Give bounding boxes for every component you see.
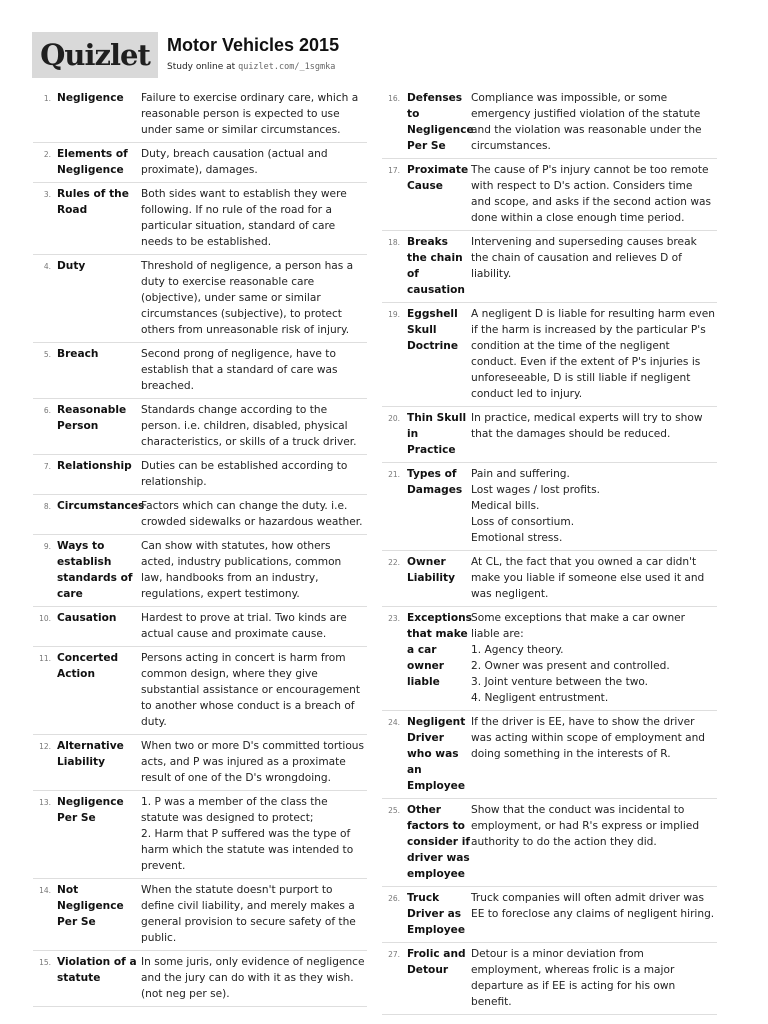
term-row (33, 143, 367, 183)
term-number: 8. (43, 502, 51, 511)
term-definition: Hardest to prove at trial. Two kinds are actual cause and proximate cause. (141, 612, 347, 640)
term-label: Proximate Cause (407, 164, 469, 192)
term-label: Negligence Per Se (57, 796, 124, 824)
term-label: Frolic and Detour (407, 948, 466, 976)
term-row (33, 535, 367, 607)
term-definition: Some exceptions that make a car owner liable are: 1. Agency theory. 2. Owner was present and controlled. 3. Joint venture between the two. 4. Negligent entrustment. (471, 612, 686, 704)
term-number: 12. (39, 742, 51, 751)
term-number: 4. (43, 262, 51, 271)
term-row (33, 647, 367, 735)
term-label: Defenses to Negligence Per Se (407, 92, 474, 152)
term-label: Circumstances (57, 500, 145, 512)
term-definition: 1. P was a member of the class the statute was designed to protect; 2. Harm that P suffered was the type of harm which the statute was intended to prevent. (141, 796, 354, 872)
term-label: Violation of a statute (57, 956, 137, 984)
term-row (382, 159, 717, 231)
term-definition: A negligent D is liable for resulting harm even if the harm is increased by the particular P's condition at the time of the negligent conduct. Even if the extent of P's injuries is unforeseeable, D is still liable if negligent conduct led to injury. (471, 308, 715, 400)
term-label: Causation (57, 612, 117, 624)
term-definition: When the statute doesn't purport to define civil liability, and merely makes a general provision to secure safety of the public. (141, 884, 356, 944)
study-online-label: Study online at (167, 61, 236, 72)
term-definition: Standards change according to the person. i.e. children, disabled, physical characteristics, or skills of a truck driver. (141, 404, 357, 448)
term-row (382, 407, 717, 463)
term-row (382, 303, 717, 407)
term-row (33, 255, 367, 343)
term-label: Thin Skull in Practice (407, 412, 467, 456)
term-number: 7. (43, 462, 51, 471)
term-number: 21. (388, 470, 400, 479)
study-url-link[interactable]: quizlet.com/_1sgmka (238, 61, 336, 72)
term-row (382, 887, 717, 943)
term-definition: When two or more D's committed tortious acts, and P was injured as a proximate result of one of the D's wrongdoing. (141, 740, 365, 784)
term-number: 22. (388, 558, 400, 567)
term-definition: Duties can be established according to relationship. (141, 460, 348, 488)
term-number: 18. (388, 238, 400, 247)
term-definition: If the driver is EE, have to show the driver was acting within scope of employment and doing something in the interests of R. (471, 716, 706, 760)
term-row (33, 343, 367, 399)
term-label: Reasonable Person (57, 404, 127, 432)
term-number: 1. (43, 94, 51, 103)
term-definition: Detour is a minor deviation from employment, whereas frolic is a major departure as if EE is acting for his own benefit. (471, 948, 676, 1008)
term-definition: Duty, breach causation (actual and proximate), damages. (141, 148, 328, 176)
term-definition: Factors which can change the duty. i.e. crowded sidewalks or hazardous weather. (141, 500, 363, 528)
term-number: 6. (43, 406, 51, 415)
term-label: Not Negligence Per Se (57, 884, 124, 928)
term-definition: Failure to exercise ordinary care, which a reasonable person is expected to use under same or similar circumstances. (141, 92, 359, 136)
term-definition: Both sides want to establish they were following. If no rule of the road for a particular situation, standard of care needs to be established. (141, 188, 347, 248)
term-definition: In some juris, only evidence of negligence and the jury can do with it as they wish. (not neg per se). (141, 956, 365, 1000)
term-number: 3. (43, 190, 51, 199)
term-number: 23. (388, 614, 400, 623)
term-row (382, 463, 717, 551)
term-number: 24. (388, 718, 400, 727)
term-row (382, 799, 717, 887)
term-row (382, 607, 717, 711)
quizlet-logo[interactable]: Quizlet (32, 32, 158, 78)
term-label: Duty (57, 260, 86, 272)
term-definition: In practice, medical experts will try to show that the damages should be reduced. (471, 412, 703, 440)
term-label: Eggshell Skull Doctrine (407, 308, 458, 352)
terms-column-right (382, 87, 717, 1015)
term-row (382, 551, 717, 607)
term-label: Relationship (57, 460, 132, 472)
term-definition: Pain and suffering. Lost wages / lost profits. Medical bills. Loss of consortium. Emotional stress. (471, 468, 600, 544)
term-number: 10. (39, 614, 51, 623)
term-number: 9. (43, 542, 51, 551)
term-number: 16. (388, 94, 400, 103)
term-definition: Show that the conduct was incidental to employment, or had R's express or implied authority to do the action they did. (471, 804, 700, 848)
term-label: Alternative Liability (57, 740, 124, 768)
term-row (33, 183, 367, 255)
study-online-line (167, 62, 339, 72)
term-number: 5. (43, 350, 51, 359)
term-number: 27. (388, 950, 400, 959)
term-definition: Intervening and superseding causes break the chain of causation and relieves D of liability. (471, 236, 697, 280)
term-number: 20. (388, 414, 400, 423)
header (32, 32, 339, 78)
term-label: Owner Liability (407, 556, 455, 584)
term-label: Truck Driver as Employee (407, 892, 466, 936)
term-number: 11. (39, 654, 51, 663)
term-label: Rules of the Road (57, 188, 129, 216)
term-row (33, 951, 367, 1007)
term-row (382, 711, 717, 799)
term-label: Elements of Negligence (57, 148, 128, 176)
term-row (33, 87, 367, 143)
page-title: Motor Vehicles 2015 (167, 35, 340, 56)
terms-column-left (33, 87, 367, 1007)
term-label: Breaks the chain of causation (407, 236, 465, 296)
term-label: Negligence (57, 92, 124, 104)
term-number: 15. (39, 958, 51, 967)
term-definition: At CL, the fact that you owned a car didn't make you liable if someone else used it and was negligent. (471, 556, 705, 600)
term-definition: Persons acting in concert is harm from common design, where they give substantial assistance or encouragement to another whose conduct is a breach of duty. (141, 652, 361, 728)
term-label: Concerted Action (57, 652, 119, 680)
term-number: 19. (388, 310, 400, 319)
term-row (382, 943, 717, 1015)
term-label: Ways to establish standards of care (57, 540, 133, 600)
term-definition: The cause of P's injury cannot be too remote with respect to D's action. Considers time and scope, and asks if the second action was done within a close enough time period. (471, 164, 712, 224)
term-number: 25. (388, 806, 400, 815)
title-box (158, 32, 339, 78)
term-row (33, 455, 367, 495)
term-number: 13. (39, 798, 51, 807)
term-row (33, 607, 367, 647)
term-row (33, 735, 367, 791)
term-row (382, 87, 717, 159)
term-row (33, 791, 367, 879)
term-number: 2. (43, 150, 51, 159)
term-number: 17. (388, 166, 400, 175)
term-row (33, 495, 367, 535)
term-number: 26. (388, 894, 400, 903)
term-number: 14. (39, 886, 51, 895)
term-definition: Truck companies will often admit driver was EE to foreclose any claims of negligent hiring. (471, 892, 715, 920)
term-label: Exceptions that make a car owner liable (407, 612, 472, 688)
term-definition: Threshold of negligence, a person has a duty to exercise reasonable care (objective), under same or similar circumstances (subjective), to protect others from unreasonable risk of injury. (141, 260, 354, 336)
term-row (382, 231, 717, 303)
term-definition: Compliance was impossible, or some emergency justified violation of the statute and the violation was reasonable under the circumstances. (471, 92, 702, 152)
term-definition: Can show with statutes, how others acted, industry publications, common law, handbooks from an industry, regulations, expert testimony. (141, 540, 342, 600)
term-definition: Second prong of negligence, have to establish that a standard of care was breached. (141, 348, 338, 392)
term-row (33, 399, 367, 455)
term-row (33, 879, 367, 951)
term-label: Other factors to consider if driver was employee (407, 804, 470, 880)
term-label: Breach (57, 348, 99, 360)
term-label: Negligent Driver who was an Employee (407, 716, 466, 792)
term-label: Types of Damages (407, 468, 463, 496)
